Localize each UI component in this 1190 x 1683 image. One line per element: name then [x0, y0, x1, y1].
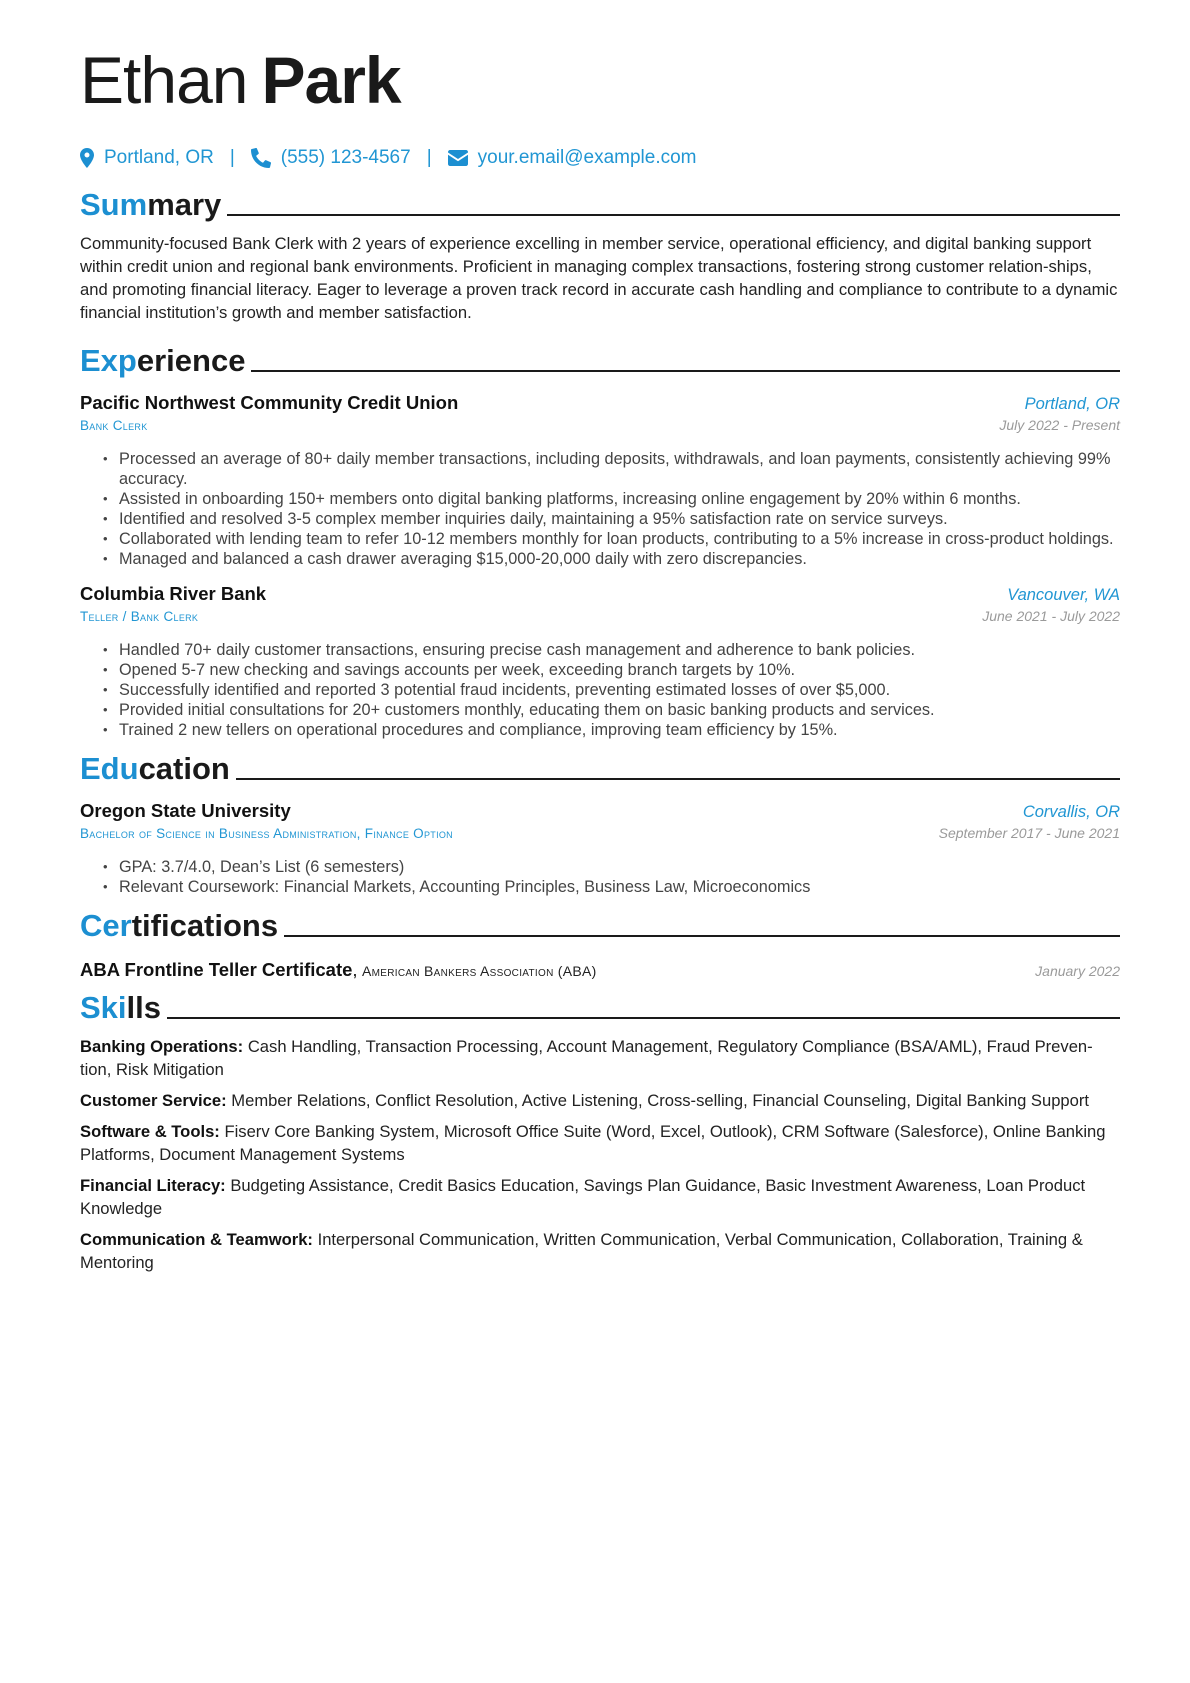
list-item: • Managed and balanced a cash drawer averaging $15,000-20,000 daily with zero discrepancies.: [119, 549, 1120, 569]
envelope-icon: [448, 150, 468, 166]
education-bullets: [80, 857, 1120, 897]
section-certifications-heading: [80, 903, 1120, 945]
list-item: • Relevant Coursework: Financial Markets, Accounting Principles, Business Law, Microeconomics: [119, 877, 1120, 897]
phone-icon: [251, 148, 271, 168]
degree: Bachelor of Science in Business Administration, Finance Option: [80, 826, 453, 841]
section-experience-heading: [80, 338, 1120, 380]
list-item: • Collaborated with lending team to refer 10-12 members monthly for loan products, contributing to a 5% increase in cross-product holdings.: [119, 529, 1120, 549]
first-name: Ethan: [80, 43, 248, 117]
section-rule: [284, 935, 1120, 937]
skill-row: [80, 1035, 1120, 1081]
contact-email[interactable]: [448, 147, 697, 169]
summary-text: Community-focused Bank Clerk with 2 years of experience excelling in member service, operational efficiency, and digital banking support within credit union and regional bank environments. Proficient in managing complex transactions, fostering strong customer relation-ships, and promoting financial literacy. Eager to leverage a proven track record in accurate cash handling and compliance to contribute to a dynamic financial institution’s growth and member satisfaction.: [80, 234, 1118, 322]
job-location: Portland, OR: [1024, 395, 1120, 413]
section-title: Education: [80, 751, 230, 786]
education-dates: September 2017 - June 2021: [938, 825, 1120, 841]
section-rule: [167, 1017, 1120, 1019]
skill-row: [80, 1228, 1120, 1274]
job-bullets: [80, 640, 1120, 740]
contact-location: [80, 147, 214, 169]
resume-page: [80, 40, 1120, 1274]
list-item: • Identified and resolved 3-5 complex member inquiries daily, maintaining a 95% satisfaction rate on service surveys.: [119, 509, 1120, 529]
education-entry: [80, 800, 1120, 897]
list-item: • Handled 70+ daily customer transactions, ensuring precise cash management and adherence to bank policies.: [119, 640, 1120, 660]
skill-text: Member Relations, Conflict Resolution, Active Listening, Cross-selling, Financial Counseling, Digital Banking Support: [231, 1091, 1090, 1110]
skill-label: Software & Tools:: [80, 1122, 220, 1141]
email-text: your.email@example.com: [477, 147, 697, 168]
job-org: Columbia River Bank: [80, 583, 267, 604]
skill-text: Cash Handling, Transaction Processing, Account Management, Regulatory Compliance (BSA/AML), Fraud Preven-tion, Risk Mitigation: [80, 1037, 1093, 1079]
skill-row: [80, 1120, 1120, 1166]
contact-phone[interactable]: [251, 147, 411, 169]
skill-text: Interpersonal Communication, Written Communication, Verbal Communication, Collaboration, Training & Mentoring: [80, 1230, 1083, 1272]
job-bullets: [80, 449, 1120, 569]
map-pin-icon: [80, 148, 94, 168]
candidate-name: [80, 40, 1120, 120]
job-role: Teller / Bank Clerk: [80, 609, 199, 624]
list-item: • Assisted in onboarding 150+ members onto digital banking platforms, increasing online engagement by 20% within 6 months.: [119, 489, 1120, 509]
contact-bar: [80, 144, 1120, 172]
section-title: Certifications: [80, 908, 279, 943]
section-title: Summary: [80, 187, 222, 222]
location-text: Portland, OR: [104, 147, 214, 168]
skill-row: [80, 1174, 1120, 1220]
section-rule: [236, 778, 1120, 780]
section-rule: [227, 214, 1120, 216]
list-item: • Provided initial consultations for 20+ customers monthly, educating them on basic banking products and services.: [119, 700, 1120, 720]
list-item: • GPA: 3.7/4.0, Dean’s List (6 semesters): [119, 857, 1120, 877]
skill-label: Customer Service:: [80, 1091, 227, 1110]
certification-name: ABA Frontline Teller Certificate: [80, 959, 353, 980]
certification-entry: [80, 959, 1120, 981]
section-education-heading: [80, 746, 1120, 788]
list-item: • Successfully identified and reported 3 potential fraud incidents, preventing estimated losses of over $5,000.: [119, 680, 1120, 700]
section-skills-heading: [80, 985, 1120, 1027]
certification-date: January 2022: [1035, 963, 1120, 979]
section-title: Experience: [80, 343, 246, 378]
phone-text: (555) 123-4567: [280, 147, 411, 168]
contact-separator: |: [426, 147, 432, 168]
certification-issuer: American Bankers Association (ABA): [362, 963, 597, 979]
job-entry: [80, 392, 1120, 569]
skill-label: Banking Operations:: [80, 1037, 244, 1056]
list-item: • Trained 2 new tellers on operational procedures and compliance, improving team efficiency by 15%.: [119, 720, 1120, 740]
job-dates: July 2022 - Present: [999, 417, 1120, 433]
skill-label: Communication & Teamwork:: [80, 1230, 313, 1249]
job-org: Pacific Northwest Community Credit Union: [80, 392, 459, 413]
skill-label: Financial Literacy:: [80, 1176, 226, 1195]
contact-separator: |: [229, 147, 235, 168]
job-location: Vancouver, WA: [1007, 586, 1120, 604]
job-role: Bank Clerk: [80, 418, 148, 433]
school-name: Oregon State University: [80, 800, 291, 821]
section-rule: [251, 370, 1120, 372]
list-item: • Processed an average of 80+ daily member transactions, including deposits, withdrawals, and loan payments, consistently achieving 99% accuracy.: [119, 449, 1120, 489]
skill-row: [80, 1089, 1120, 1112]
section-title: Skills: [80, 990, 161, 1025]
list-item: • Opened 5-7 new checking and savings accounts per week, exceeding branch targets by 10%.: [119, 660, 1120, 680]
certification-comma: ,: [352, 959, 358, 980]
skill-text: Fiserv Core Banking System, Microsoft Office Suite (Word, Excel, Outlook), CRM Software (Salesforce), Online Banking Platforms, Document Management Systems: [80, 1122, 1106, 1164]
job-dates: June 2021 - July 2022: [982, 608, 1120, 624]
school-location: Corvallis, OR: [1022, 803, 1120, 821]
job-entry: [80, 583, 1120, 740]
skill-text: Budgeting Assistance, Credit Basics Education, Savings Plan Guidance, Basic Investment Awareness, Loan Product Knowledge: [80, 1176, 1086, 1218]
last-name: Park: [261, 43, 401, 117]
section-summary-heading: [80, 182, 1120, 224]
